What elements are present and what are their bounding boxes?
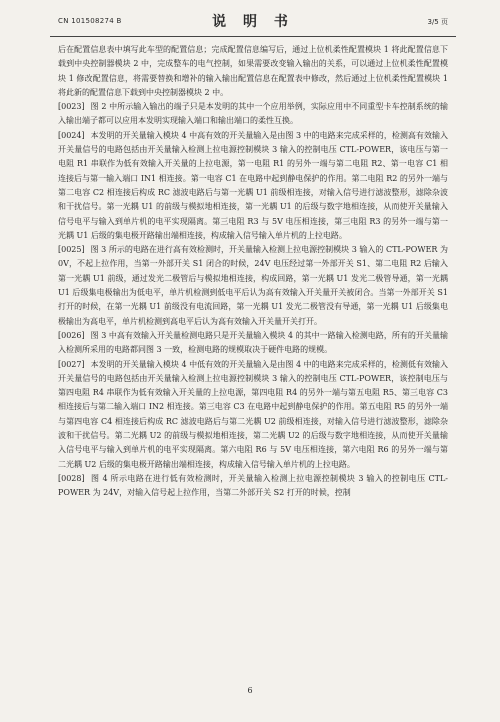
paragraph	[58, 43, 448, 100]
publication-number: CN 101508274 B	[58, 17, 122, 25]
paragraph	[58, 100, 448, 129]
paragraph	[58, 129, 448, 243]
paragraph-text: 图 3 所示的电路在进行高有效检测时，开关量输入检测上拉电源控制模块 3 输入的 CTL-POWER 为 0V，不起上拉作用，当第一外部开关 S1 闭合的时候，24V 电压经过第一外部开关 S1、第二电阻 R2 后输入第一光耦 U1 前级，通过发光二极管后与模拟地相连接，构成回路，第一光耦 U1 发光二极管导通，第一光耦 U1 后级集电极输出为低电平，单片机检测到低电平后认为高有效输入开关量开关被闭合。当第一外部开关 S1 打开的时候，在第一光耦 U1 前级没有电流回路，第一光耦 U1 发光二极管没有导通，第一光耦 U1 后级集电极输出为高电平，单片机检测到高电平后认为高有效输入开关量开关打开。	[58, 245, 448, 326]
document-title: 说 明 书	[212, 14, 294, 30]
paragraph	[58, 243, 448, 329]
page-number: 6	[247, 686, 253, 695]
paragraph-text: 后在配置信息表中填写此车型的配置信息；完成配置信息编写后，通过上位机柔性配置模块 1 将此配置信息下载到中央控制器模块 2 中，完成整车的电气控制，如果需要改变输入输出的关系，可以通过上位机柔性配置模块 1 修改配置信息，将需要替换和增补的输入输出配置信息在配置表中修改，然后通过上位机柔性配置模块 1 将此新的配置信息下载到中央控制器模块 2 中。	[58, 45, 448, 97]
page-fraction: 3/5 页	[427, 18, 448, 26]
document-body	[58, 37, 448, 501]
paragraph-text: 本发明的开关量输入模块 4 中高有效的开关量输入是由图 3 中的电路来完成采样的，检测高有效输入开关量信号的电路包括由开关量输入检测上拉电源控制模块 3 输入的控制电压 CTL-POWER，该电压与第一电阻 R1 串联作为低有效输入开关量的上拉电源，第一电阻 R1 的另外一端与第二电阻 R2、第一电容 C1 相连接后与第一输入端口 IN1 相连接。第一电容 C1 在电路中起到静电保护的作用。第二电阻 R2 的另外一端与第二电容 C2 相连接后构成 RC 滤波电路后与第一光耦 U1 前级相连接，对输入信号进行滤波整形，滤除杂波和干扰信号。第一光耦 U1 的前级与模拟地相连接，第一光耦 U1 的后级与数字地相连接，从而使开关量输入信号电平与输入到单片机的电平实现隔离。第三电阻 R3 与 5V 电压相连接，第三电阻 R3 的另外一端与第一光耦 U1 后级的集电极开路输出端相连接，构成输入信号输入单片机的上拉电路。	[58, 130, 448, 240]
paragraph-number: [0028]	[58, 473, 85, 483]
paragraph-number: [0026]	[58, 330, 85, 340]
paragraph-number: [0023]	[58, 102, 85, 112]
paragraph-text: 本发明的开关量输入模块 4 中低有效的开关量输入是由图 4 中的电路来完成采样的，检测低有效输入开关量信号的电路包括由开关量输入检测上拉电源控制模块 3 输入的控制电压 CTL-POWER，该控制电压与第四电阻 R4 串联作为低有效输入开关量的上拉电源，第四电阻 R4 的另外一端与第五电阻 R5、第三电容 C3 相连接后与第二输入端口 IN2 相连接。第三电容 C3 在电路中起到静电保护的作用。第五电阻 R5 的另外一端与第四电容 C4 相连接后构成 RC 滤波电路后与第二光耦 U2 前级相连接，对输入信号进行滤波整形，滤除杂波和干扰信号。第二光耦 U2 的前级与模拟地相连接，第二光耦 U2 的后级与数字地相连接，从而使开关量输入信号电平与输入到单片机的电平实现隔离。第六电阻 R6 与 5V 电压相连接，第六电阻 R6 的另外一端与第二光耦 U2 后级的集电极开路输出端相连接，构成输入信号输入单片机的上拉电路。	[58, 359, 448, 469]
paragraph	[58, 472, 448, 501]
paragraph	[58, 329, 448, 358]
paragraph-number: [0024]	[58, 130, 85, 140]
paragraph-number: [0025]	[58, 245, 85, 255]
paragraph-text: 图 2 中所示输入输出的端子只是本发明的其中一个应用举例，实际应用中不同重型卡车控制系统的输入输出端子都可以应用本发明实现输入端口和输出端口的柔性互换。	[58, 102, 448, 126]
paragraph	[58, 358, 448, 472]
paragraph-number: [0027]	[58, 359, 85, 369]
paragraph-text: 图 4 所示电路在进行低有效检测时，开关量输入检测上拉电源控制模块 3 输入的控制电压 CTL-POWER 为 24V，对输入信号起上拉作用，当第二外部开关 S2 打开的时候，控制	[58, 473, 448, 498]
paragraph-text: 图 3 中高有效输入开关量检测电路只是开关量输入模块 4 的其中一路输入检测电路，所有的开关量输入检测所采用的电路都同图 3 一致，检测电路的规模取决于硬件电路的规模。	[58, 330, 448, 355]
page-header	[50, 0, 456, 37]
